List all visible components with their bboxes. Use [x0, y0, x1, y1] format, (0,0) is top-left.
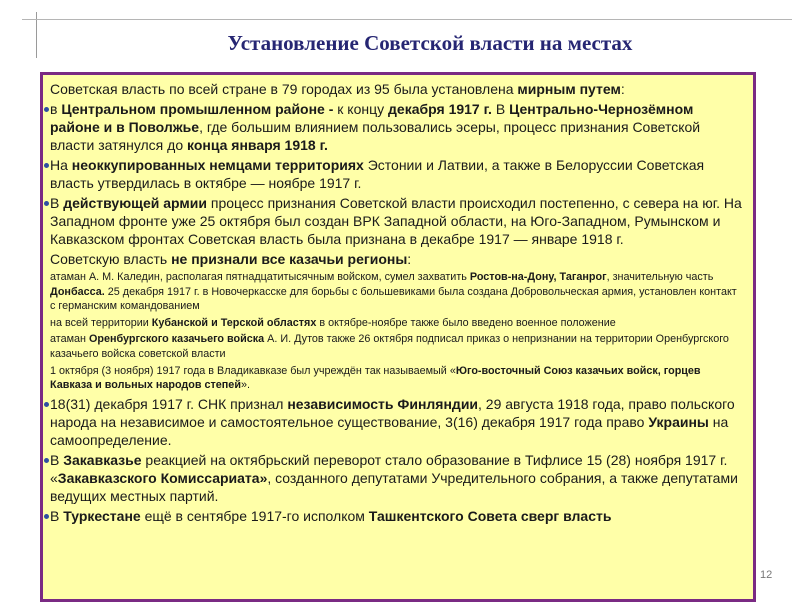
paragraph-2 [50, 100, 745, 154]
text-run: на самоопределение. [50, 413, 729, 448]
text-run: На [50, 157, 72, 173]
text-run: Центрально-Чернозёмном районе и в Поволжье [50, 101, 694, 135]
content-box [40, 72, 756, 602]
text-run: Донбасса. [50, 285, 105, 298]
text-run: ещё в сентябре 1917-го исполком [140, 507, 369, 524]
page-number: 12 [760, 569, 773, 581]
text-run: В [50, 507, 64, 524]
content-text [50, 80, 745, 525]
text-run: Советская власть по всей стране в 79 городах из 95 была установлена [50, 81, 518, 97]
text-run: , 29 августа 1918 года, право польского народа на независимое и самостоятельное существование, 3(16) декабря 1917 года право [50, 395, 735, 430]
paragraph-1 [50, 80, 745, 98]
text-run: мирным путем [517, 81, 621, 97]
paragraph-11 [50, 451, 745, 505]
text-run: в октябре-ноябре также было введено военное положение [316, 316, 616, 329]
text-run: к концу [337, 101, 389, 117]
paragraph-7 [50, 316, 745, 331]
text-run: Центральном промышленном районе - [61, 101, 338, 117]
text-run: , значительную часть [606, 271, 714, 283]
paragraph-12 [50, 507, 745, 525]
text-run: В [50, 451, 64, 468]
text-run: атаман А. М. Каледин, располагая пятнадцатитысячным войском, сумел захватить [50, 271, 470, 283]
text-run: : [620, 81, 625, 97]
text-run: ». [240, 379, 250, 392]
text-run: А. И. Дутов также 26 октября подписал приказ о непризнании на территории Оренбургского казачьего войска советской власти [50, 333, 729, 360]
text-run: Закавказского Комиссариата» [57, 469, 268, 486]
text-run: : [407, 251, 412, 267]
text-run: В [50, 195, 64, 211]
text-run: В [491, 101, 510, 117]
text-run: декабря 1917 г. [388, 101, 492, 117]
text-run: 25 декабря 1917 г. в Новочеркасске для борьбы с большевиками была создана Добровольческая армия, установлен контакт с германским командованием [50, 285, 737, 313]
text-run: Закавказье [63, 451, 142, 468]
text-run: Эстонии и Латвии, а также в Белоруссии Советская власть утвердилась в октябре — ноябре 1917 г. [50, 157, 705, 191]
text-run: Советскую власть [50, 251, 172, 267]
paragraph-3 [50, 156, 745, 192]
text-run: конца января 1918 г. [187, 137, 328, 153]
text-run: атаман [50, 333, 89, 346]
text-run: процесс признания Советской власти происходил постепенно, с севера на юг. На Западном фронте уже 25 октября был создан ВРК Западной области, на Юго-Западном, Румынском и Кавказском фронтах Советская власть была признана в декабре 1917 — январе 1918 г. [50, 195, 742, 247]
text-run: Ростов-на-Дону, Таганрог [469, 271, 607, 283]
paragraph-9 [50, 364, 745, 393]
text-run: Оренбургского казачьего войска [89, 333, 265, 346]
text-run: Туркестане [63, 507, 141, 524]
paragraph-4 [50, 194, 745, 248]
slide-title: Установление Советской власти на местах [227, 31, 633, 55]
text-run: Украины [648, 413, 709, 430]
paragraph-8 [50, 332, 745, 361]
text-run: Кубанской и Терской областях [151, 316, 317, 329]
text-run: не признали все казачьи регионы [171, 251, 408, 267]
paragraph-5 [50, 250, 745, 268]
decorative-horizontal-line [22, 19, 792, 20]
text-run: действующей армии [63, 195, 207, 211]
text-run: независимость Финляндии [287, 395, 479, 412]
text-run: Юго-восточный Союз казачьих войск, горцев Кавказа и вольных народов степей [50, 364, 701, 392]
text-run: на всей территории [50, 316, 152, 329]
text-run: Ташкентского Совета сверг власть [368, 507, 612, 524]
text-run: в [50, 101, 62, 117]
text-run: реакцией на октябрьский переворот стало образование в Тифлисе 15 (28) ноября 1917 г. « [50, 451, 728, 486]
text-run: , где большим влиянием пользовались эсеры, процесс признания Советской власти затянулся до [50, 119, 701, 153]
text-run: 18(31) декабря 1917 г. СНК признал [50, 395, 288, 412]
paragraph-6 [50, 270, 745, 314]
text-run: 1 октября (3 ноября) 1917 года в Владикавказе был учреждён так называемый « [50, 364, 456, 377]
text-run: , созданного депутатами Учредительного собрания, а также депутатами ведущих местных партий. [50, 469, 738, 504]
text-run: неоккупированных немцами территориях [71, 157, 364, 173]
paragraph-10 [50, 395, 745, 449]
